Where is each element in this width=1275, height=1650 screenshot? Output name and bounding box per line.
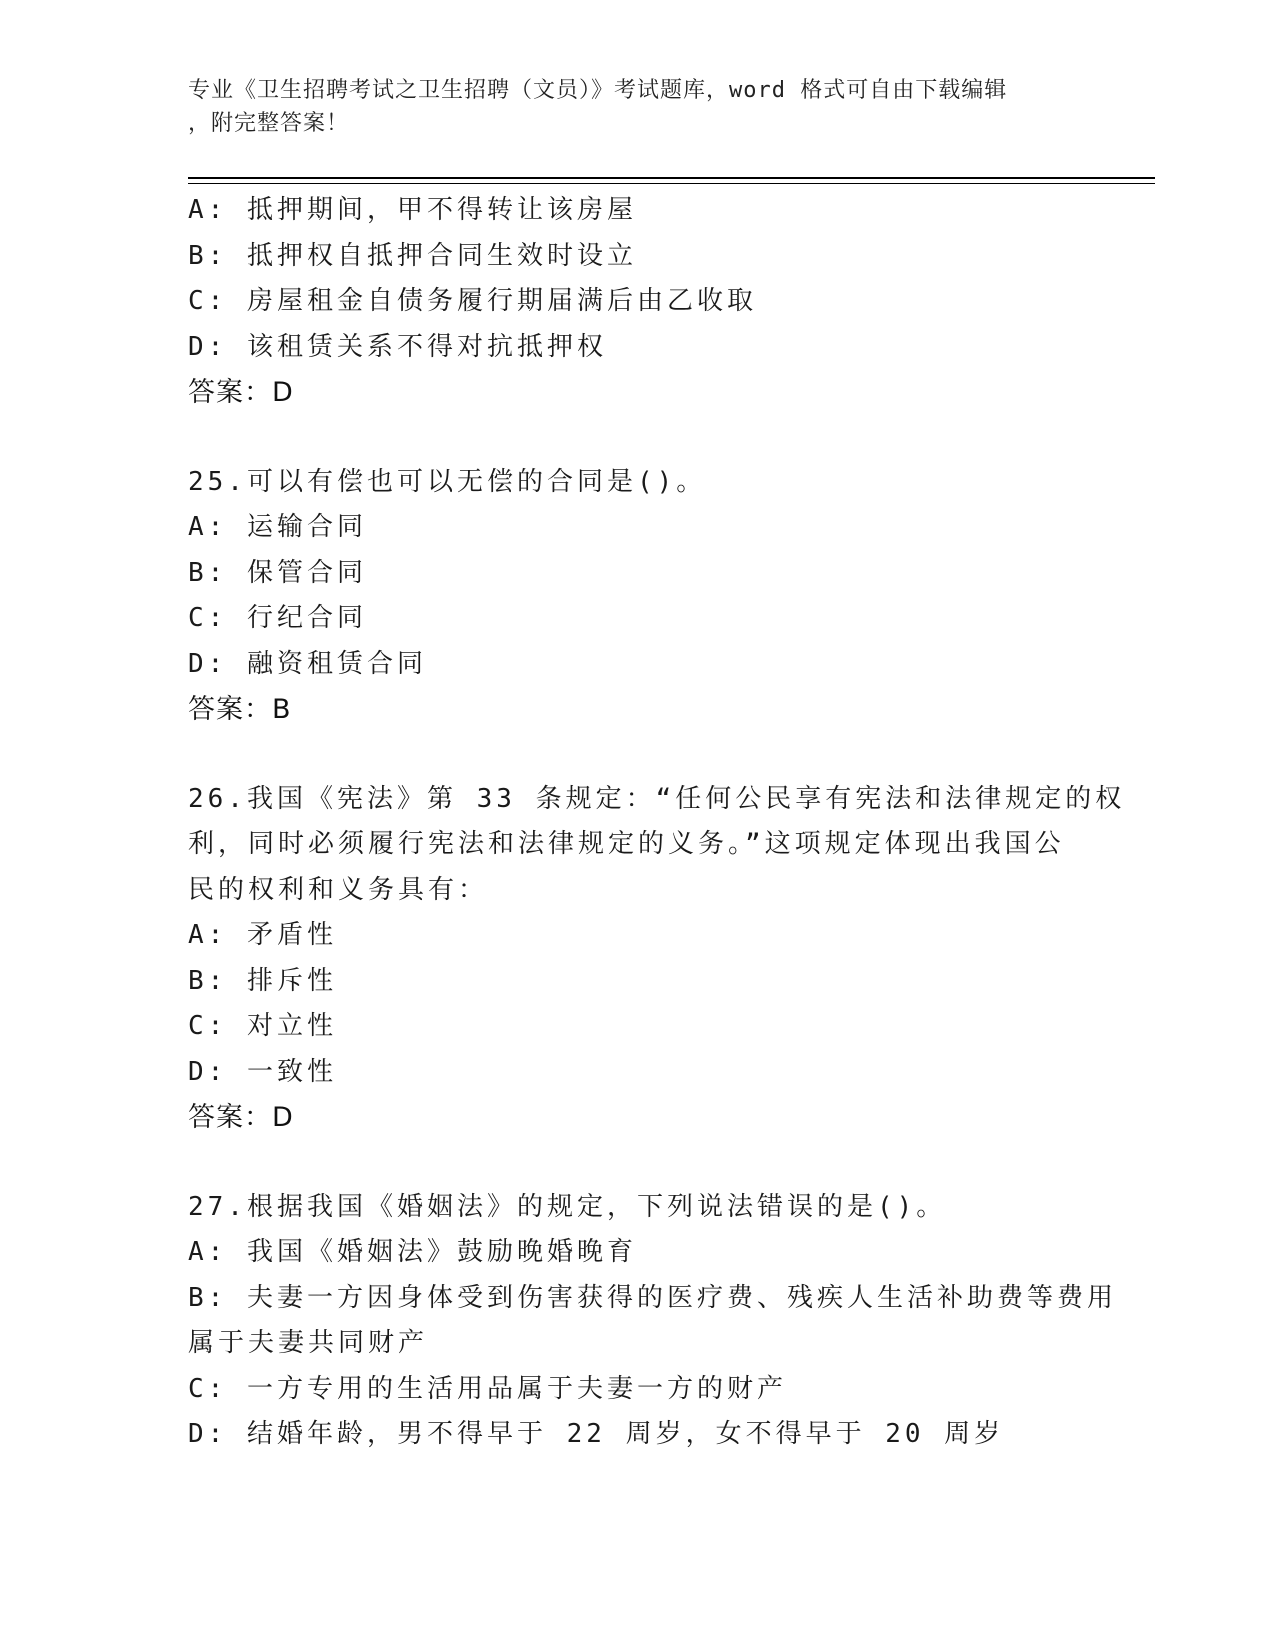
- header-divider-thick: [188, 177, 1155, 179]
- answer: 答案：D: [188, 1102, 294, 1133]
- option-c: C: 房屋租金自债务履行期届满后由乙收取: [188, 286, 757, 316]
- question-text-line-3: 民的权利和义务具有：: [188, 874, 489, 905]
- option-d: D: 一致性: [188, 1056, 337, 1087]
- option-c: C: 行纪合同: [188, 603, 367, 633]
- question-text-line-1: 26.我国《宪法》第 33 条规定：“任何公民享有宪法和法律规定的权: [188, 783, 1126, 814]
- question-25: [188, 460, 1088, 733]
- option-a: A: 运输合同: [188, 512, 367, 542]
- option-c: C: 对立性: [188, 1011, 337, 1041]
- question-26: [188, 777, 1126, 1141]
- header-line-2: ，附完整答案！: [188, 111, 350, 136]
- question-24-continued: [188, 188, 1088, 416]
- question-27: [188, 1185, 1117, 1458]
- question-text: 27.根据我国《婚姻法》的规定，下列说法错误的是()。: [188, 1191, 947, 1222]
- option-b: B: 保管合同: [188, 557, 367, 588]
- option-d: D: 结婚年龄，男不得早于 22 周岁，女不得早于 20 周岁: [188, 1419, 1005, 1449]
- option-a: A: 我国《婚姻法》鼓励晚婚晚育: [188, 1237, 637, 1267]
- option-d: D: 该租赁关系不得对抗抵押权: [188, 331, 607, 362]
- option-b-line-1: B: 夫妻一方因身体受到伤害获得的医疗费、残疾人生活补助费等费用: [188, 1282, 1117, 1313]
- answer: 答案：D: [188, 377, 294, 408]
- option-d: D: 融资租赁合同: [188, 648, 427, 679]
- option-b-line-2: 属于夫妻共同财产: [188, 1328, 429, 1358]
- question-text-line-2: 利，同时必须履行宪法和法律规定的义务。”这项规定体现出我国公: [188, 829, 1065, 859]
- question-list: [188, 188, 1126, 1458]
- option-b: B: 抵押权自抵押合同生效时设立: [188, 240, 637, 271]
- document-page: [188, 0, 1158, 1650]
- option-c: C: 一方专用的生活用品属于夫妻一方的财产: [188, 1373, 787, 1404]
- answer: 答案：B: [188, 694, 292, 725]
- question-text: 25.可以有偿也可以无偿的合同是()。: [188, 466, 707, 497]
- document-header: [188, 74, 1068, 140]
- header-line-1: 专业《卫生招聘考试之卫生招聘（文员）》考试题库，word 格式可自由下载编辑: [188, 78, 1008, 103]
- option-b: B: 排斥性: [188, 965, 337, 996]
- header-divider-thin: [188, 183, 1155, 184]
- option-a: A: 矛盾性: [188, 920, 337, 950]
- option-a: A: 抵押期间，甲不得转让该房屋: [188, 195, 637, 225]
